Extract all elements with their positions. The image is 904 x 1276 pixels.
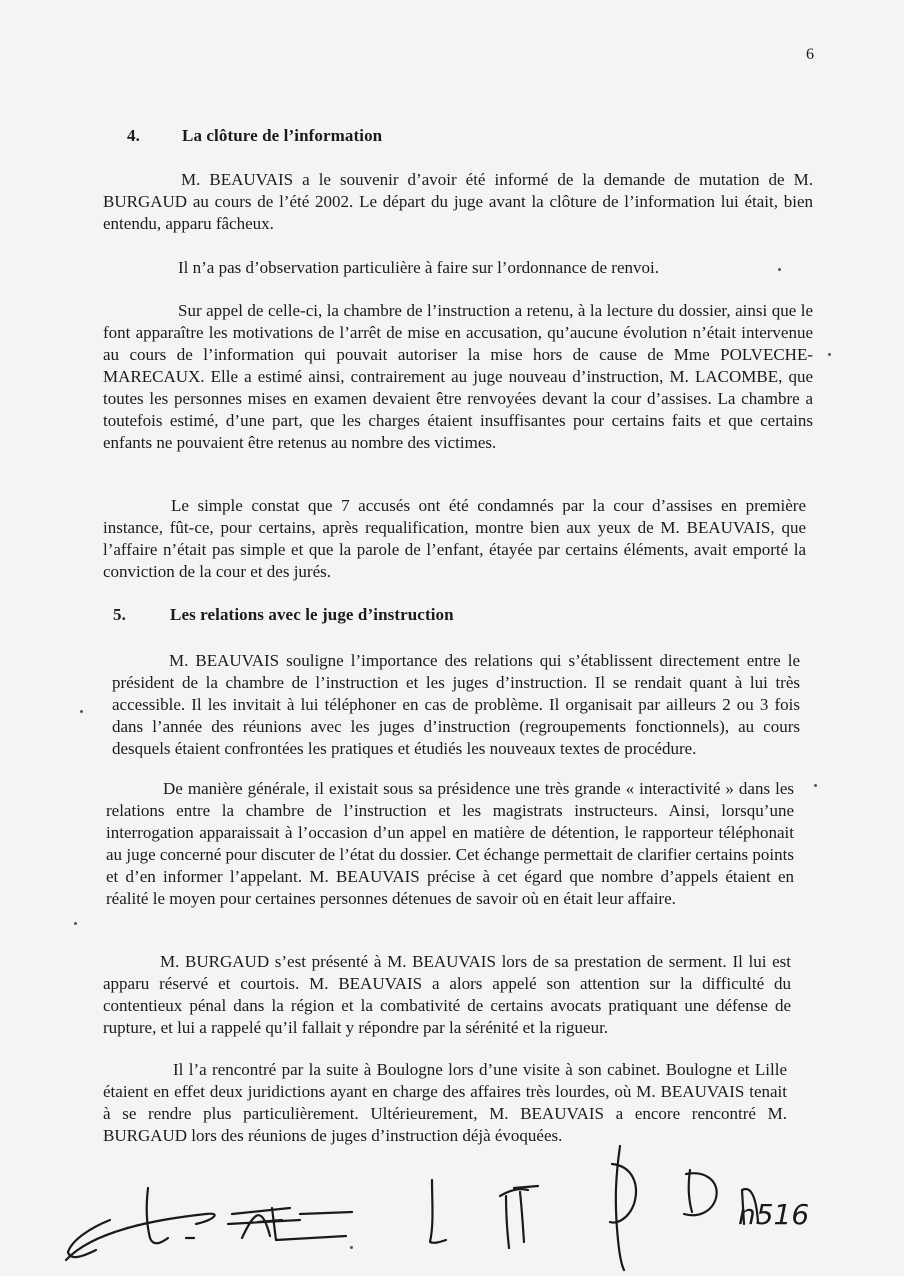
paragraph: Sur appel de celle-ci, la chambre de l’instruction a retenu, à la lecture du dossier, ainsi que le font apparaître les motivations de l’arrêt de mise en accusation, qu’aucune évolution n’était intervenue au cours de l’information qui pouvait autoriser la mise hors de cause de Mme POLVECHE-MARECAUX. Elle a estimé ainsi, contrairement au juge nouveau d’instruction, M. LACOMBE, que toutes les personnes mises en examen devaient être renvoyées devant la cour d’assises. La chambre a toutefois estimé, d’une part, que les charges étaient insuffisantes pour certains faits et que certains enfants ne pouvaient être retenus au nombre des victimes. bbox=[103, 301, 813, 452]
signature-mark bbox=[689, 1170, 692, 1212]
scan-speck bbox=[80, 710, 83, 713]
signature-mark bbox=[232, 1208, 290, 1214]
signature-mark bbox=[506, 1196, 509, 1248]
signature-mark bbox=[520, 1192, 524, 1242]
signature-mark bbox=[500, 1189, 528, 1196]
signature-mark bbox=[610, 1164, 636, 1222]
signature-mark bbox=[430, 1180, 446, 1243]
paragraph: M. BEAUVAIS a le souvenir d’avoir été informé de la demande de mutation de M. BURGAUD au cours de l’été 2002. Le départ du juge avant la clôture de l’information lui était, bien entendu, apparu fâcheux. bbox=[103, 170, 813, 233]
signature-mark bbox=[300, 1212, 352, 1214]
section-number: 4. bbox=[127, 126, 140, 145]
page-number: 6 bbox=[806, 46, 814, 63]
section-title: La clôture de l’information bbox=[182, 126, 383, 145]
section-heading-4 bbox=[127, 126, 382, 146]
scan-speck bbox=[828, 353, 831, 356]
section-number: 5. bbox=[113, 605, 126, 624]
paragraph: M. BEAUVAIS souligne l’importance des relations qui s’établissent directement entre le président de la chambre de l’instruction et les juges d’instruction. Il se rendait quant à lui très accessible. Il les invitait à lui téléphoner en cas de problème. Il organisait par ailleurs 2 ou 3 fois dans l’année des réunions avec les juges d’instruction (regroupements fonctionnels), au cours desquels étaient confrontées les pratiques et étudiés les nouveaux textes de procédure. bbox=[112, 651, 800, 758]
signature-mark bbox=[147, 1188, 168, 1243]
paragraph: De manière générale, il existait sous sa présidence une très grande « interactivité » dans les relations entre la chambre de l’instruction et les magistrats instructeurs. Ainsi, lorsqu’une interrogation apparaissait à l’occasion d’un appel en matière de détention, le rapporteur téléphonait au juge concerné pour discuter de l’état du dossier. Cet échange permettait de clarifier certains points et d’en informer l’appelant. M. BEAUVAIS précise à cet égard que nombre d’appels étaient en réalité le moyen pour certaines personnes détenues de savoir où en était leur affaire. bbox=[106, 779, 794, 908]
paragraph: Le simple constat que 7 accusés ont été condamnés par la cour d’assises en première instance, fût-ce, pour certains, après requalification, montre bien aux yeux de M. BEAUVAIS, que l’affaire n’était pas simple et que la parole de l’enfant, étayée par certains éléments, avait emporté la conviction de la cour et des jurés. bbox=[103, 496, 806, 581]
section-title: Les relations avec le juge d’instruction bbox=[170, 605, 454, 624]
paragraph: M. BURGAUD s’est présenté à M. BEAUVAIS lors de sa prestation de serment. Il lui est apparu réservé et courtois. M. BEAUVAIS a alors appelé son attention sur la difficulté du contentieux pénal dans la région et la combativité de certains avocats pratiquant une défense de rupture, et lui a rappelé qu’il fallait y répondre par la sérénité et la rigueur. bbox=[103, 952, 791, 1037]
handwritten-annotation: n516 bbox=[738, 1198, 810, 1231]
section-heading-5 bbox=[113, 605, 454, 625]
signature-mark bbox=[514, 1186, 538, 1188]
scan-speck bbox=[778, 268, 781, 271]
paragraph: Il l’a rencontré par la suite à Boulogne lors d’une visite à son cabinet. Boulogne et Lille étaient en effet deux juridictions ayant en charge des affaires très lourdes, où M. BEAUVAIS tenait à se rendre plus particulièrement. Ultérieurement, M. BEAUVAIS a encore rencontré M. BURGAUD lors des réunions de juges d’instruction déjà évoquées. bbox=[103, 1060, 787, 1145]
handwritten-signatures bbox=[0, 1140, 904, 1276]
paragraph: Il n’a pas d’observation particulière à faire sur l’ordonnance de renvoi. bbox=[178, 258, 659, 277]
scan-speck bbox=[74, 922, 77, 925]
scan-speck bbox=[814, 784, 817, 787]
